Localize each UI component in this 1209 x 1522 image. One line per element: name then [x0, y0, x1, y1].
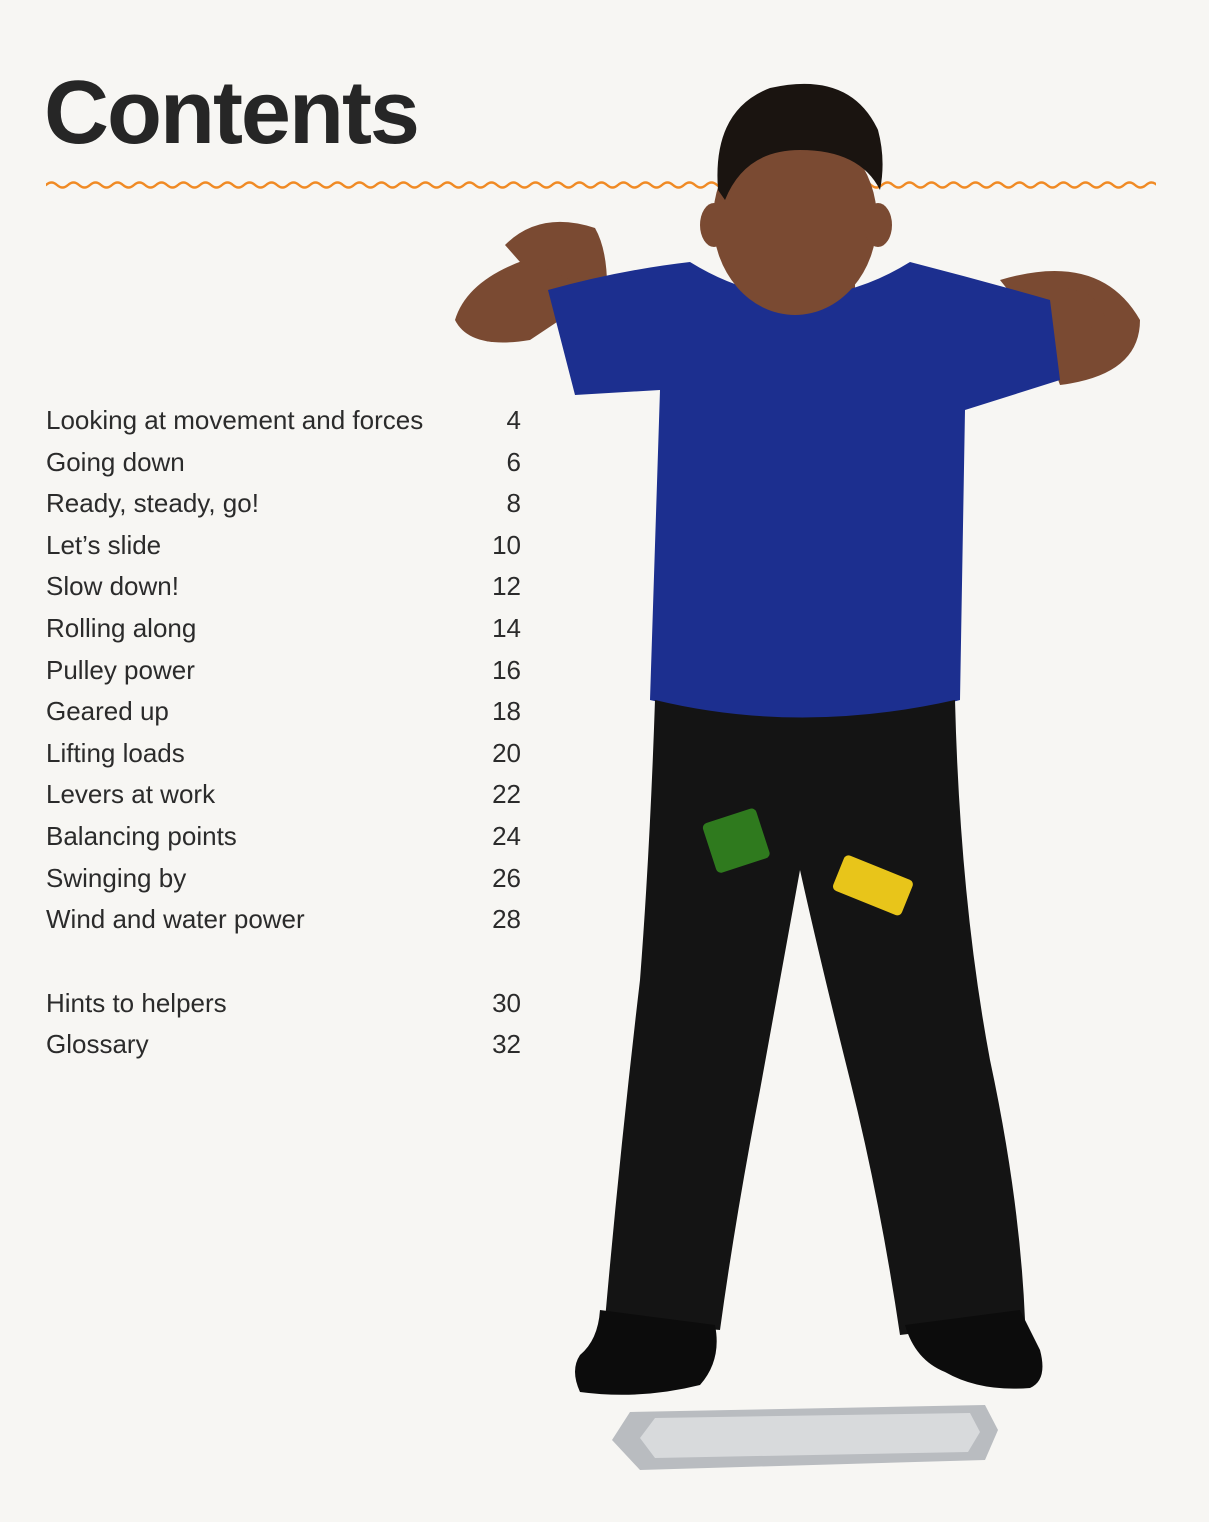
toc-page-number: 14 — [492, 612, 521, 643]
toc-page-number: 10 — [492, 529, 521, 560]
toc-title: Glossary — [46, 1029, 149, 1060]
toc-title: Rolling along — [46, 612, 197, 643]
page-title: Contents — [44, 63, 418, 163]
ear — [864, 203, 892, 247]
ear — [700, 203, 728, 247]
toc-title: Geared up — [46, 696, 169, 727]
toc-title: Looking at movement and forces — [46, 405, 424, 435]
toc-page-number: 12 — [492, 571, 521, 602]
toc-title: Ready, steady, go! — [46, 488, 259, 519]
toc-page-number: 24 — [492, 820, 521, 851]
toc-title: Pulley power — [46, 654, 195, 685]
toc-page-number: 4 — [506, 405, 521, 435]
photo-boy-dropping-bricks — [440, 70, 1180, 1490]
toc-page-number: 20 — [492, 737, 521, 768]
toc-page-number: 18 — [492, 696, 521, 727]
shirt — [548, 262, 1060, 720]
toc-title: Slow down! — [46, 571, 179, 602]
toc-page-number: 22 — [492, 779, 521, 810]
toc-page-number: 26 — [492, 862, 521, 893]
toc-page-number: 8 — [506, 488, 521, 519]
toc-page-number: 28 — [492, 904, 521, 935]
toc-page-number: 32 — [492, 1029, 521, 1060]
trousers — [605, 700, 1025, 1335]
toc-title: Hints to helpers — [46, 987, 227, 1018]
toc-title: Going down — [46, 446, 185, 477]
toc-title: Wind and water power — [46, 904, 305, 935]
toc-title: Let’s slide — [46, 529, 162, 560]
left-shoe — [575, 1310, 717, 1395]
toc-title: Lifting loads — [46, 737, 185, 768]
toc-title: Balancing points — [46, 820, 237, 851]
toc-page-number: 6 — [506, 446, 521, 477]
toc-title: Swinging by — [46, 862, 187, 893]
toc-page-number: 16 — [492, 654, 521, 685]
toc-title: Levers at work — [46, 779, 216, 810]
toc-page-number: 30 — [492, 987, 521, 1018]
